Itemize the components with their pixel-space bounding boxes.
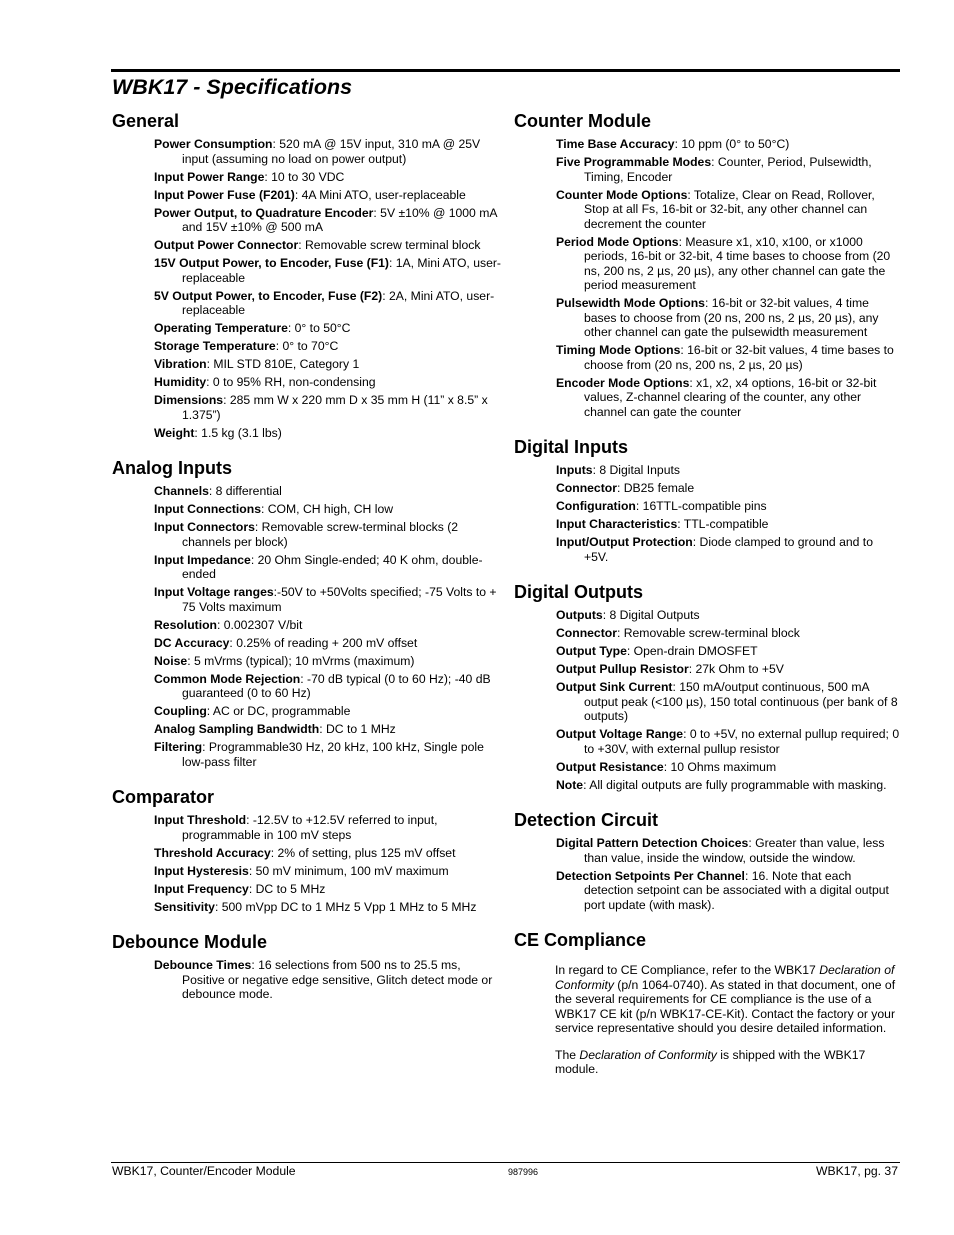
section-analog-inputs xyxy=(112,457,504,769)
spec-item: Pulsewidth Mode Options: 16-bit or 32-bit values, 4 time bases to choose from (20 ns, 200 ns, 2 µs, 20 µs), any other channel can gate the pulsewidth measurement xyxy=(556,296,879,339)
page-title: WBK17 - Specifications xyxy=(112,75,353,99)
spec-item: DC Accuracy: 0.25% of reading + 200 mV offset xyxy=(154,635,418,650)
right-column xyxy=(514,110,900,1094)
section-digital-outputs xyxy=(514,581,900,792)
spec-item: Connector: DB25 female xyxy=(556,481,695,495)
spec-item: Resolution: 0.002307 V/bit xyxy=(154,617,303,632)
section-general xyxy=(112,110,504,440)
spec-item: Time Base Accuracy: 10 ppm (0° to 50°C) xyxy=(556,137,790,151)
spec-item: Vibration: MIL STD 810E, Category 1 xyxy=(154,357,360,371)
spec-item: Operating Temperature: 0° to 50°C xyxy=(154,321,351,335)
spec-item: Input/Output Protection: Diode clamped to ground and to +5V. xyxy=(556,535,873,564)
spec-item: Output Power Connector: Removable screw terminal block xyxy=(154,238,481,252)
spec-item: Input Impedance: 20 Ohm Single-ended; 40 K ohm, double-ended xyxy=(154,552,483,581)
spec-item: Input Frequency: DC to 5 MHz xyxy=(154,881,326,896)
spec-item: Power Consumption: 520 mA @ 15V input, 310 mA @ 25V input (assuming no load on power output) xyxy=(154,137,481,166)
spec-item: Filtering: Programmable30 Hz, 20 kHz, 100 kHz, Single pole low-pass filter xyxy=(154,740,484,769)
left-column xyxy=(112,110,504,1019)
spec-item: Weight: 1.5 kg (3.1 lbs) xyxy=(154,425,282,440)
spec-item: Input Hysteresis: 50 mV minimum, 100 mV maximum xyxy=(154,863,449,878)
spec-item: Output Pullup Resistor: 27k Ohm to +5V xyxy=(556,662,784,676)
spec-item: Noise: 5 mVrms (typical); 10 mVrms (maximum) xyxy=(154,653,415,668)
spec-item: Dimensions: 285 mm W x 220 mm D x 35 mm H (11” x 8.5” x 1.375”) xyxy=(154,393,488,422)
spec-item: Detection Setpoints Per Channel: 16. Note that each detection setpoint can be associated with a digital output port update (with mask). xyxy=(556,868,889,912)
spec-item: Note: All digital outputs are fully programmable with masking. xyxy=(556,777,887,792)
spec-item: Output Voltage Range: 0 to +5V, no external pullup required; 0 to +30V, with external pullup resistor xyxy=(556,727,900,756)
spec-item: Threshold Accuracy: 2% of setting, plus 125 mV offset xyxy=(154,845,456,860)
spec-item: Input Connectors: Removable screw-terminal blocks (2 channels per block) xyxy=(154,520,459,549)
spec-item: 5V Output Power, to Encoder, Fuse (F2): 2A, Mini ATO, user-replaceable xyxy=(154,288,495,317)
spec-item: Connector: Removable screw-terminal block xyxy=(556,626,800,640)
section-title: Debounce Module xyxy=(112,932,268,952)
spec-item: Period Mode Options: Measure x1, x10, x100, or x1000 periods, 16-bit or 32-bit, 4 time bases to choose from (20 ns, 200 ns, 2 µs, 20 µs), any other channel can gate the period measurement xyxy=(556,234,891,292)
spec-item: Counter Mode Options: Totalize, Clear on Read, Rollover, Stop at all Fs, 16-bit or 32-bit, any other channel can decrement the counter xyxy=(556,187,875,231)
section-title: Detection Circuit xyxy=(514,810,659,830)
spec-item: Five Programmable Modes: Counter, Period, Pulsewidth, Timing, Encoder xyxy=(556,155,872,184)
section-digital-inputs xyxy=(514,436,900,564)
section-title: Analog Inputs xyxy=(112,458,232,478)
spec-item: Input Power Fuse (F201): 4A Mini ATO, user-replaceable xyxy=(154,187,466,202)
section-ce-compliance xyxy=(514,929,900,1077)
spec-item: Analog Sampling Bandwidth: DC to 1 MHz xyxy=(154,722,396,736)
spec-item: Coupling: AC or DC, programmable xyxy=(154,704,351,718)
spec-item: Configuration: 16TTL-compatible pins xyxy=(556,499,767,513)
spec-item: Power Output, to Quadrature Encoder: 5V ±10% @ 1000 mA and 15V ±10% @ 500 mA xyxy=(154,205,497,234)
section-title: General xyxy=(112,111,180,131)
footer-rule xyxy=(111,1162,900,1163)
top-rule xyxy=(111,69,900,72)
section-debounce-module xyxy=(112,931,504,1002)
section-title: Comparator xyxy=(112,787,215,807)
spec-item: Input Threshold: -12.5V to +12.5V referred to input, programmable in 100 mV steps xyxy=(154,813,438,842)
spec-item: Humidity: 0 to 95% RH, non-condensing xyxy=(154,375,376,389)
spec-item: Sensitivity: 500 mVpp DC to 1 MHz 5 Vpp 1 MHz to 5 MHz xyxy=(154,899,477,914)
section-title: Counter Module xyxy=(514,111,651,131)
footer-doc-name: WBK17, Counter/Encoder Module xyxy=(112,1164,296,1178)
section-title: Digital Outputs xyxy=(514,582,643,602)
spec-item: Input Connections: COM, CH high, CH low xyxy=(154,502,394,516)
ce-paragraph-2: The Declaration of Conformity is shipped with the WBK17 module. xyxy=(555,1047,866,1077)
footer-page-number: WBK17, pg. 37 xyxy=(816,1164,898,1178)
spec-item: Encoder Mode Options: x1, x2, x4 options, 16-bit or 32-bit values, Z-channel clearing of the counter, any other channel can gate the counter xyxy=(556,375,877,419)
spec-item: Input Voltage ranges:-50V to +50Volts specified; -75 Volts to + 75 Volts maximum xyxy=(154,585,497,614)
spec-item: Channels: 8 differential xyxy=(154,484,282,498)
section-counter-module xyxy=(514,110,900,419)
spec-item: Outputs: 8 Digital Outputs xyxy=(556,608,700,622)
spec-item: Input Characteristics: TTL-compatible xyxy=(556,517,769,531)
spec-item: Output Resistance: 10 Ohms maximum xyxy=(556,759,777,774)
spec-item: Common Mode Rejection: -70 dB typical (0 to 60 Hz); -40 dB guaranteed (0 to 60 Hz) xyxy=(154,671,491,700)
spec-item: Output Sink Current: 150 mA/output continuous, 500 mA output peak (<100 µs), 150 total continuous (per bank of 8 outputs) xyxy=(556,680,898,723)
section-title: Digital Inputs xyxy=(514,437,628,457)
spec-item: Output Type: Open-drain DMOSFET xyxy=(556,644,758,658)
spec-item: Storage Temperature: 0° to 70°C xyxy=(154,339,339,353)
section-title: CE Compliance xyxy=(514,930,647,950)
spec-item: Inputs: 8 Digital Inputs xyxy=(556,463,680,477)
spec-item: Timing Mode Options: 16-bit or 32-bit values, 4 time bases to choose from (20 ns, 200 ns, 2 µs, 20 µs) xyxy=(556,343,894,372)
spec-item: 15V Output Power, to Encoder, Fuse (F1): 1A, Mini ATO, user-replaceable xyxy=(154,256,501,285)
section-comparator xyxy=(112,786,504,914)
section-detection-circuit xyxy=(514,809,900,912)
ce-paragraph-1: In regard to CE Compliance, refer to the WBK17 Declaration of Conformity (p/n 1064-0740). As stated in that document, one of the several requirements for CE compliance is the use of a WBK17 CE kit (p/n WBK17-CE-Kit). Contact the factory or your service representative should you desire detailed information. xyxy=(555,963,896,1036)
footer-part-number: 987996 xyxy=(508,1167,539,1177)
spec-item: Digital Pattern Detection Choices: Greater than value, less than value, inside the window, outside the window. xyxy=(556,836,885,865)
spec-item: Input Power Range: 10 to 30 VDC xyxy=(154,169,345,184)
spec-item: Debounce Times: 16 selections from 500 ns to 25.5 ms, Positive or negative edge sensitive, Glitch detect mode or debounce mode. xyxy=(154,958,493,1001)
